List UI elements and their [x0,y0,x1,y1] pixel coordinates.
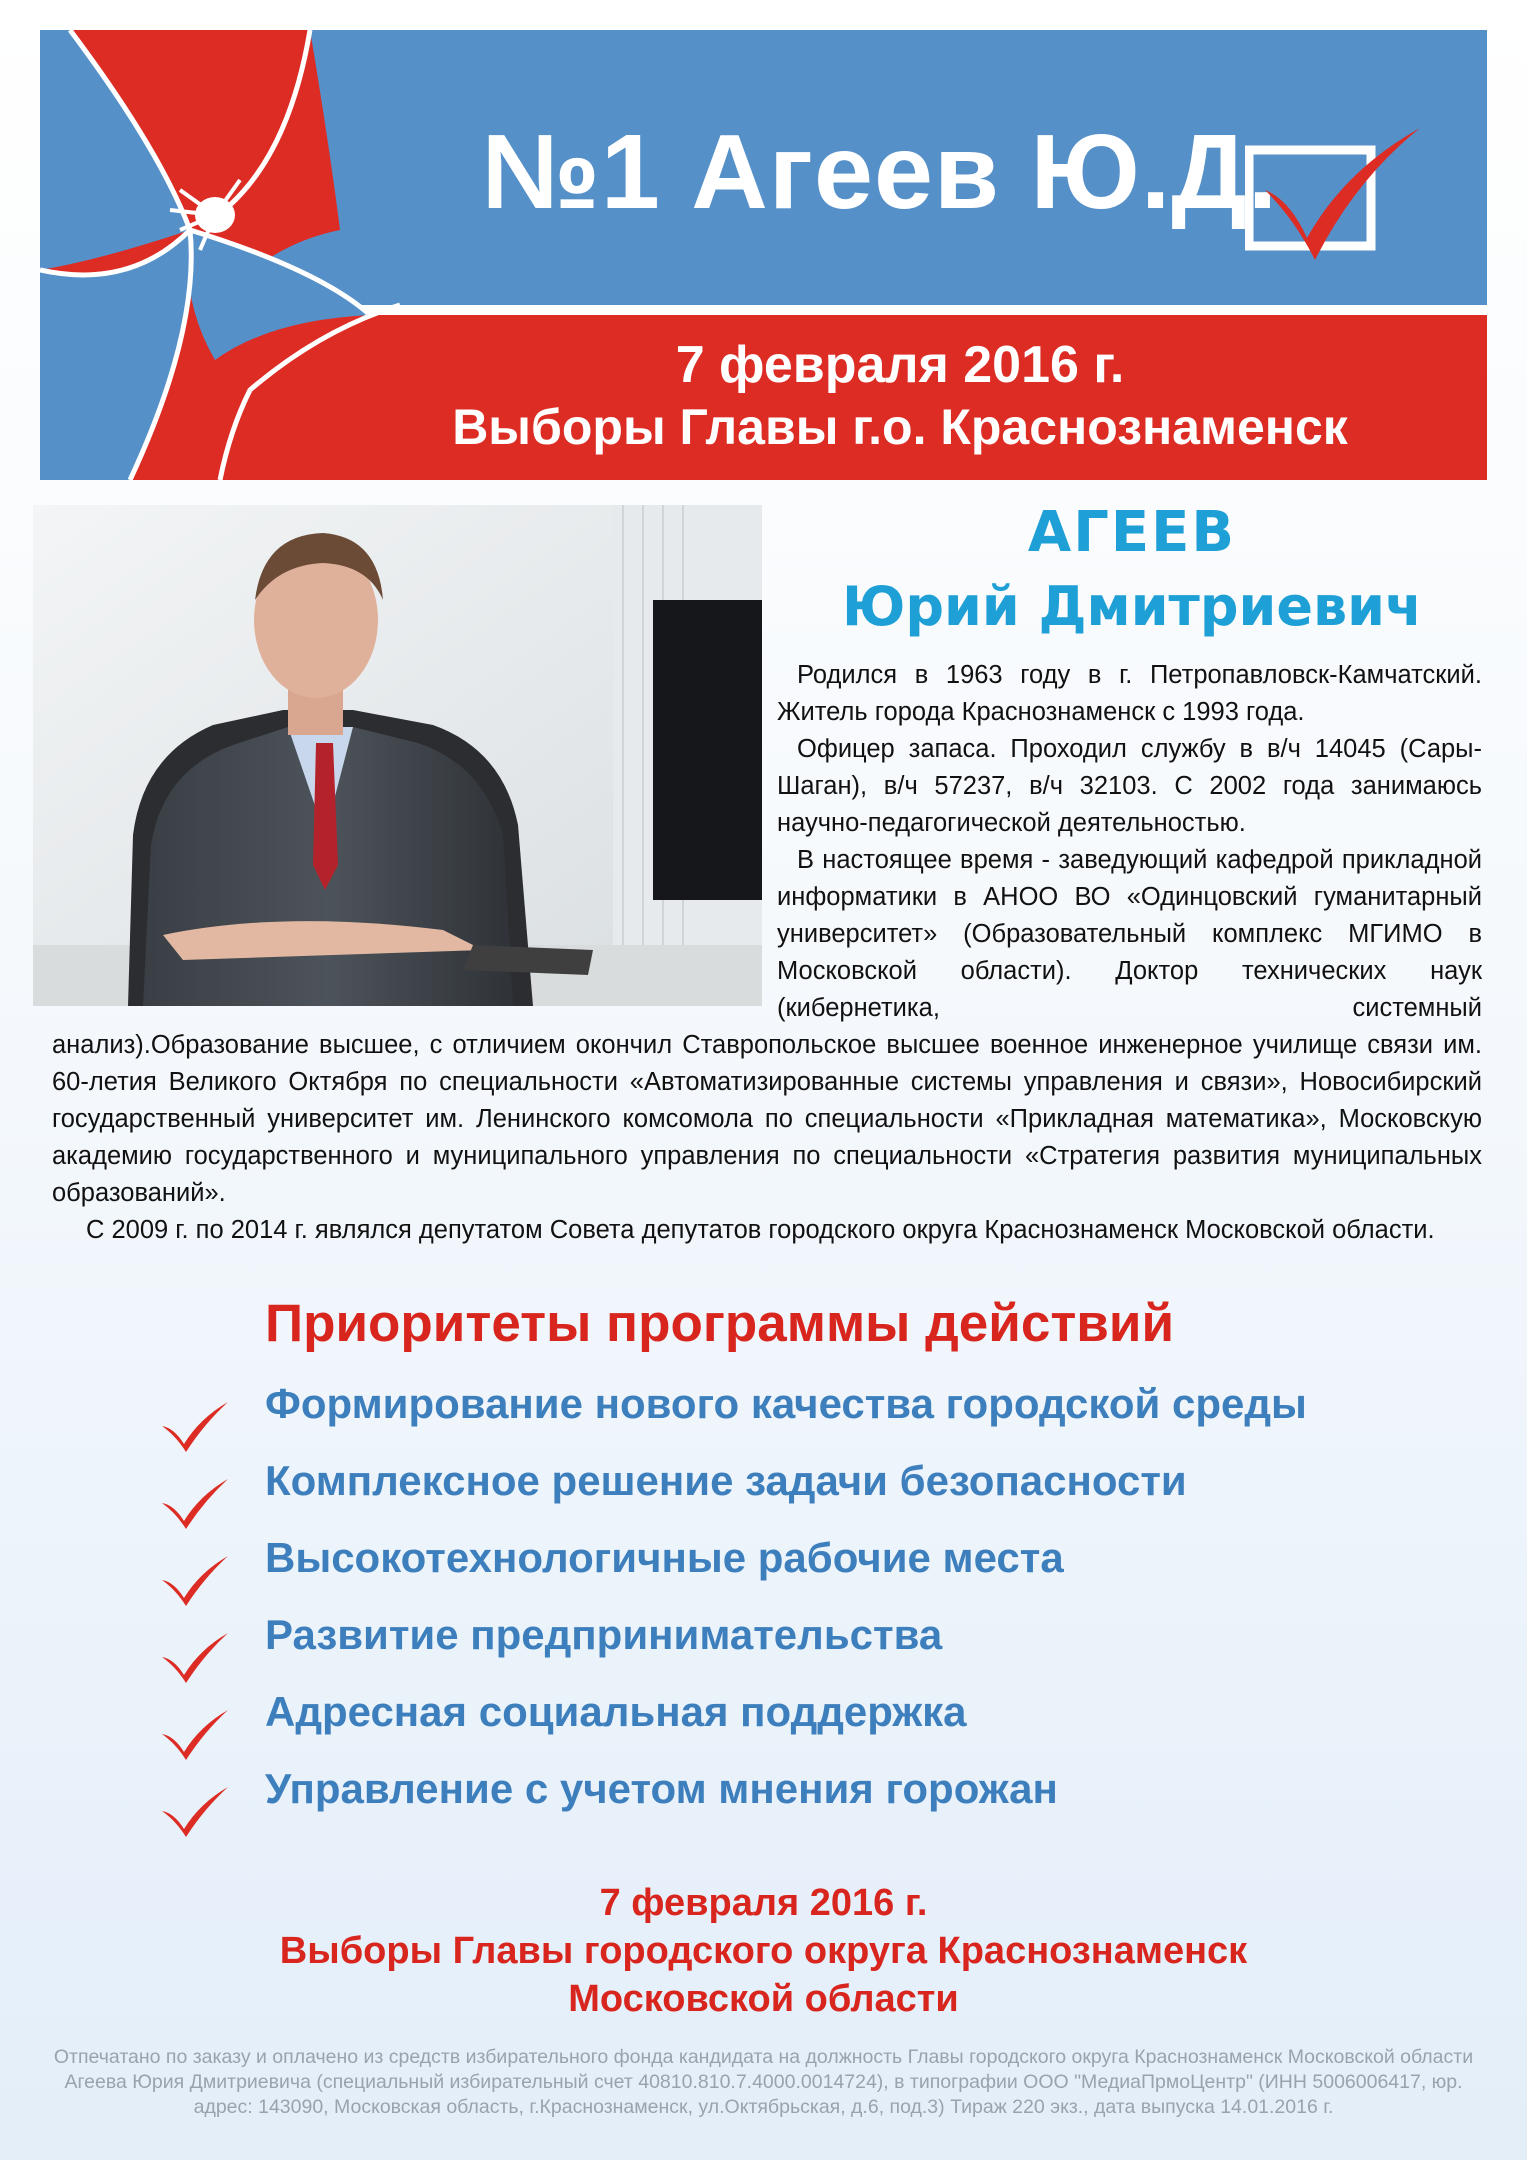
checkmark-icon [160,1479,230,1529]
checkmark-icon [160,1710,230,1760]
candidate-first-patronymic: Юрий Дмитриевич [841,575,1423,638]
list-item [160,1765,1460,1842]
footer-election-date: 7 февраля 2016 г. [599,1882,928,1924]
priority-text: Управление с учетом мнения горожан [265,1765,1058,1812]
biography-right-column [777,657,1482,1027]
bio-paragraph: Родился в 1963 году в г. Петропавловск-Камчатский. Житель города Краснознаменск с 1993 года. [777,661,1482,726]
bio-paragraph: анализ).Образование высшее, с отличием окончил Ставропольское высшее военное инженерное училище связи им. 60-летия Великого Октября по специальности «Автоматизированные системы управления и связи», Новосибирский государственный университет им. Ленинского комсомола по специальности «Прикладная математика», Московскую академию государственного и муниципального управления по специальности «Стратегия развития муниципальных образований». [52,1031,1482,1207]
priority-text: Формирование нового качества городской среды [265,1380,1307,1427]
banner-election-title: Выборы Главы г.о. Краснознаменск [452,399,1348,455]
footer-election-title: Выборы Главы городского округа Краснознаменск [279,1930,1248,1972]
imprint-notice: Отпечатано по заказу и оплачено из средств избирательного фонда кандидата на должность Главы городского округа Краснознаменск Московской области Агеева Юрия Дмитриевича (специальный избирательный счет 40810.810.7.4000.0014724), в типографии ООО "МедиаПрмоЦентр" (ИНН 5006006417, юр. адрес: 143090, Московская область, г.Краснознаменск, ул.Октябрьская, д.6, под.3) Тираж 220 экз., дата выпуска 14.01.2016 г. [53,2046,1474,2118]
banner-headline: №1 Агеев Ю.Д. [481,113,1279,231]
priorities-list [160,1380,1460,1842]
list-item [160,1380,1460,1457]
checkmark-icon [160,1556,230,1606]
bio-paragraph: С 2009 г. по 2014 г. являлся депутатом Совета депутатов городского округа Краснознаменск Московской области. [86,1216,1435,1244]
footer-election-region: Московской области [568,1978,959,2020]
priorities-heading: Приоритеты программы действий [265,1294,1175,1353]
checkmark-icon [160,1633,230,1683]
checkmark-icon [160,1787,230,1837]
priority-text: Развитие предпринимательства [265,1611,943,1658]
monitor [653,600,762,900]
candidate-surname: АГЕЕВ [1027,500,1237,565]
list-item [160,1457,1460,1534]
banner-election-date: 7 февраля 2016 г. [675,336,1125,394]
candidate-photo [33,505,762,1006]
list-item [160,1534,1460,1611]
checkbox-checkmark-icon [1245,120,1425,280]
header-banner [40,30,1487,480]
priority-text: Адресная социальная поддержка [265,1688,967,1735]
priority-text: Высокотехнологичные рабочие места [265,1534,1064,1581]
list-item [160,1611,1460,1688]
bio-paragraph: В настоящее время - заведующий кафедрой прикладной информатики в АНОО ВО «Одинцовский гуманитарный университет» (Образовательный комплекс МГИМО в Московской области). Доктор технических наук (кибернетика, системный [777,846,1482,1022]
list-item [160,1688,1460,1765]
bio-paragraph: Офицер запаса. Проходил службу в в/ч 14045 (Сары-Шаган), в/ч 57237, в/ч 32103. С 2002 года занимаюсь научно-педагогической деятельностью. [777,735,1482,837]
checkmark-icon [160,1402,230,1452]
biography-full-width [52,1027,1482,1249]
priority-text: Комплексное решение задачи безопасности [265,1457,1187,1504]
